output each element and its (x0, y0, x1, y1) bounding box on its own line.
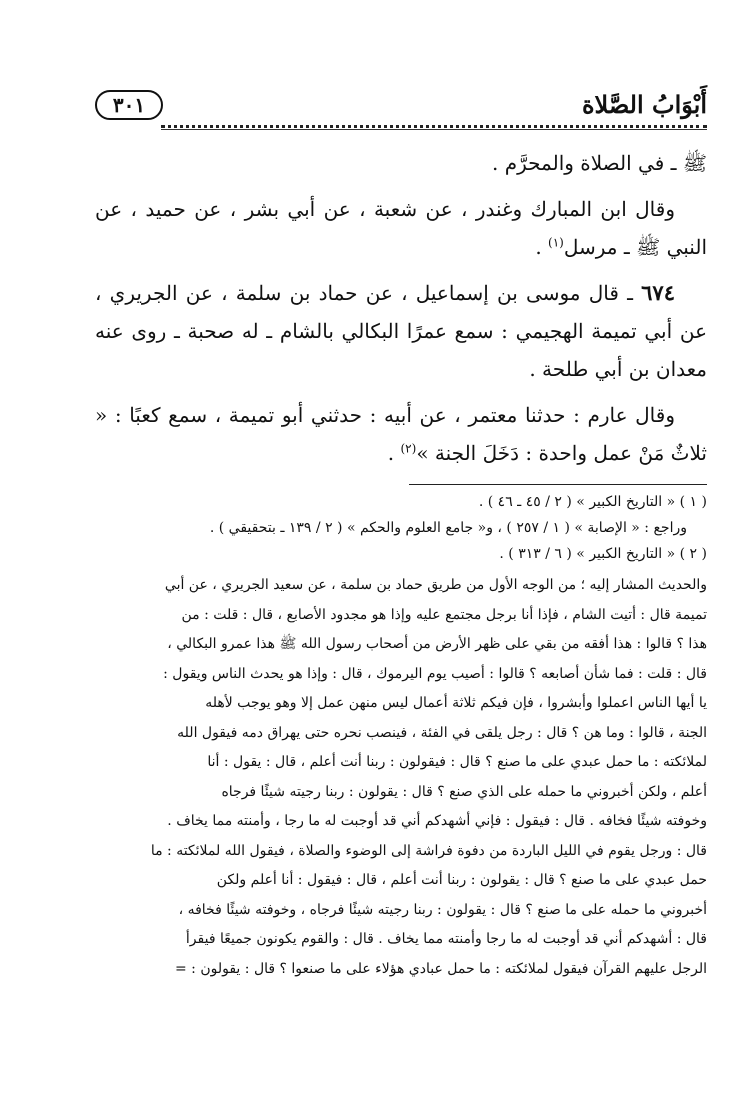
footnote-divider (409, 484, 707, 485)
page-header (95, 78, 707, 126)
book-page (95, 78, 707, 984)
paragraph-mursal (95, 190, 707, 266)
footnote-ref-1: (١) (548, 235, 564, 250)
paragraph-mursal-end: . (535, 235, 549, 259)
page-number: ٣٠١ (95, 90, 163, 120)
footnote-2-line: تميمة قال : أتيت الشام ، فإذا أنا برجل مجتمع عليه وإذا هو مجدود الأصابع ، قال : قلت : من (181, 606, 707, 623)
paragraph-hadith (95, 274, 707, 388)
paragraph-arim-text: وقال عارم : حدثنا معتمر ، عن أبيه : حدثني أبو تميمة ، سمع كعبًا : « ثلاثٌ مَنْ عمل واحدة : دَخَلَ الجنة » (95, 403, 707, 465)
footnote-1-extra: وراجع : « الإصابة » ( ١ / ٢٥٧ ) ، و« جامع العلوم والحكم » ( ٢ / ١٣٩ ـ بتحقيقي ) . (209, 520, 687, 536)
footnote-ref-2: (٢) (400, 441, 417, 456)
paragraph-hadith-text: ـ قال موسى بن إسماعيل ، عن حماد بن سلمة ، عن الجريري ، عن أبي تميمة الهجيمي : سمع عمرًا البكالي بالشام ـ له صحبة ـ روى عنه معدان بن أبي طلحة . (95, 281, 707, 381)
footnote-2-line: هذا ؟ قالوا : هذا أفقه من بقي على ظهر الأرض من أصحاب رسول الله ﷺ هذا عمرو البكالي ، (167, 636, 707, 652)
footnote-2-line: لملائكته : ما حمل عبدي على ما صنع ؟ قال : فيقولون : ربنا أنت أعلم ، قال : يقول : أنا (207, 754, 707, 770)
header-dotted-rule (161, 125, 707, 128)
main-text (95, 144, 707, 472)
footnote-2-line: قال : ورجل يقوم في الليل الباردة من دفوة فراشة إلى الوضوء والصلاة ، فيقول الله لملائكته : ما (150, 842, 707, 859)
paragraph-arim-end: . (387, 441, 401, 465)
hadith-number: ٦٧٤ (641, 280, 675, 305)
footnote-2-line: الرجل عليهم القرآن فيقول لملائكته : ما حمل عبادي هؤلاء على ما صنعوا ؟ قال : يقولون : = (174, 960, 707, 977)
footnote-2-line: وخوفته شيئًا فخافه . قال : فيقول : فإني أشهدكم أني قد أوجبت له ما رجا ، وأمنته مما يخاف . (167, 813, 707, 829)
footnote-1: ( ١ ) « التاريخ الكبير » ( ٢ / ٤٥ ـ ٤٦ ) . (478, 494, 707, 510)
footnote-2-line: حمل عبدي على ما صنع ؟ قال : يقولون : ربنا أنت أعلم ، قال : فيقول : أنا أعلم ولكن (216, 872, 707, 888)
footnote-2-line: أخبروني ما حمله على ما صنع ؟ قال : يقولون : ربنا رجيته شيئًا فرجاه ، وخوفته شيئًا فخافه ، (178, 901, 707, 918)
footnote-2-line: والحديث المشار إليه ؛ من الوجه الأول من طريق حماد بن سلمة ، عن سعيد الجريري ، عن أبي (164, 577, 707, 593)
paragraph-arim (95, 396, 707, 472)
footnote-2-line: يا أيها الناس اعملوا وأبشروا ، فإن فيكم ثلاثة أعمال ليس منهن عمل إلا وهو يوجب لأهله (205, 695, 707, 711)
footnote-2-line: أعلم ، ولكن أخبروني ما حمله على الذي صنع ؟ قال : يقولون : ربنا رجيته شيئًا فرجاه (221, 783, 707, 800)
footnote-2-body (95, 571, 707, 984)
header-solid-rule (161, 129, 707, 130)
continuation-text: ﷺ ـ في الصلاة والمحرَّم . (492, 151, 707, 175)
footnote-2-line: الجنة ، قالوا : وما هن ؟ قال : رجل يلقى في الفئة ، فينصب نحره حتى يهراق دمه فيقول الله (177, 724, 707, 741)
footnote-2-line: قال : قلت : فما شأن أصابعه ؟ قالوا : أصيب يوم اليرموك ، قال : وإذا هو يحدث الناس ويقول : (163, 665, 707, 682)
paragraph-mursal-text: وقال ابن المبارك وغندر ، عن شعبة ، عن أبي بشر ، عن حميد ، عن النبي ﷺ ـ مرسل (95, 197, 707, 259)
footnote-2: ( ٢ ) « التاريخ الكبير » ( ٦ / ٣١٣ ) . (499, 546, 707, 562)
footnotes (95, 491, 707, 984)
running-title: أَبْوَابُ الصَّلاة (581, 90, 707, 119)
continuation-line (95, 144, 707, 182)
footnote-2-line: قال : أشهدكم أني قد أوجبت له ما رجا وأمنته مما يخاف . قال : والقوم يكونون جميعًا فيقرأ (185, 931, 707, 947)
